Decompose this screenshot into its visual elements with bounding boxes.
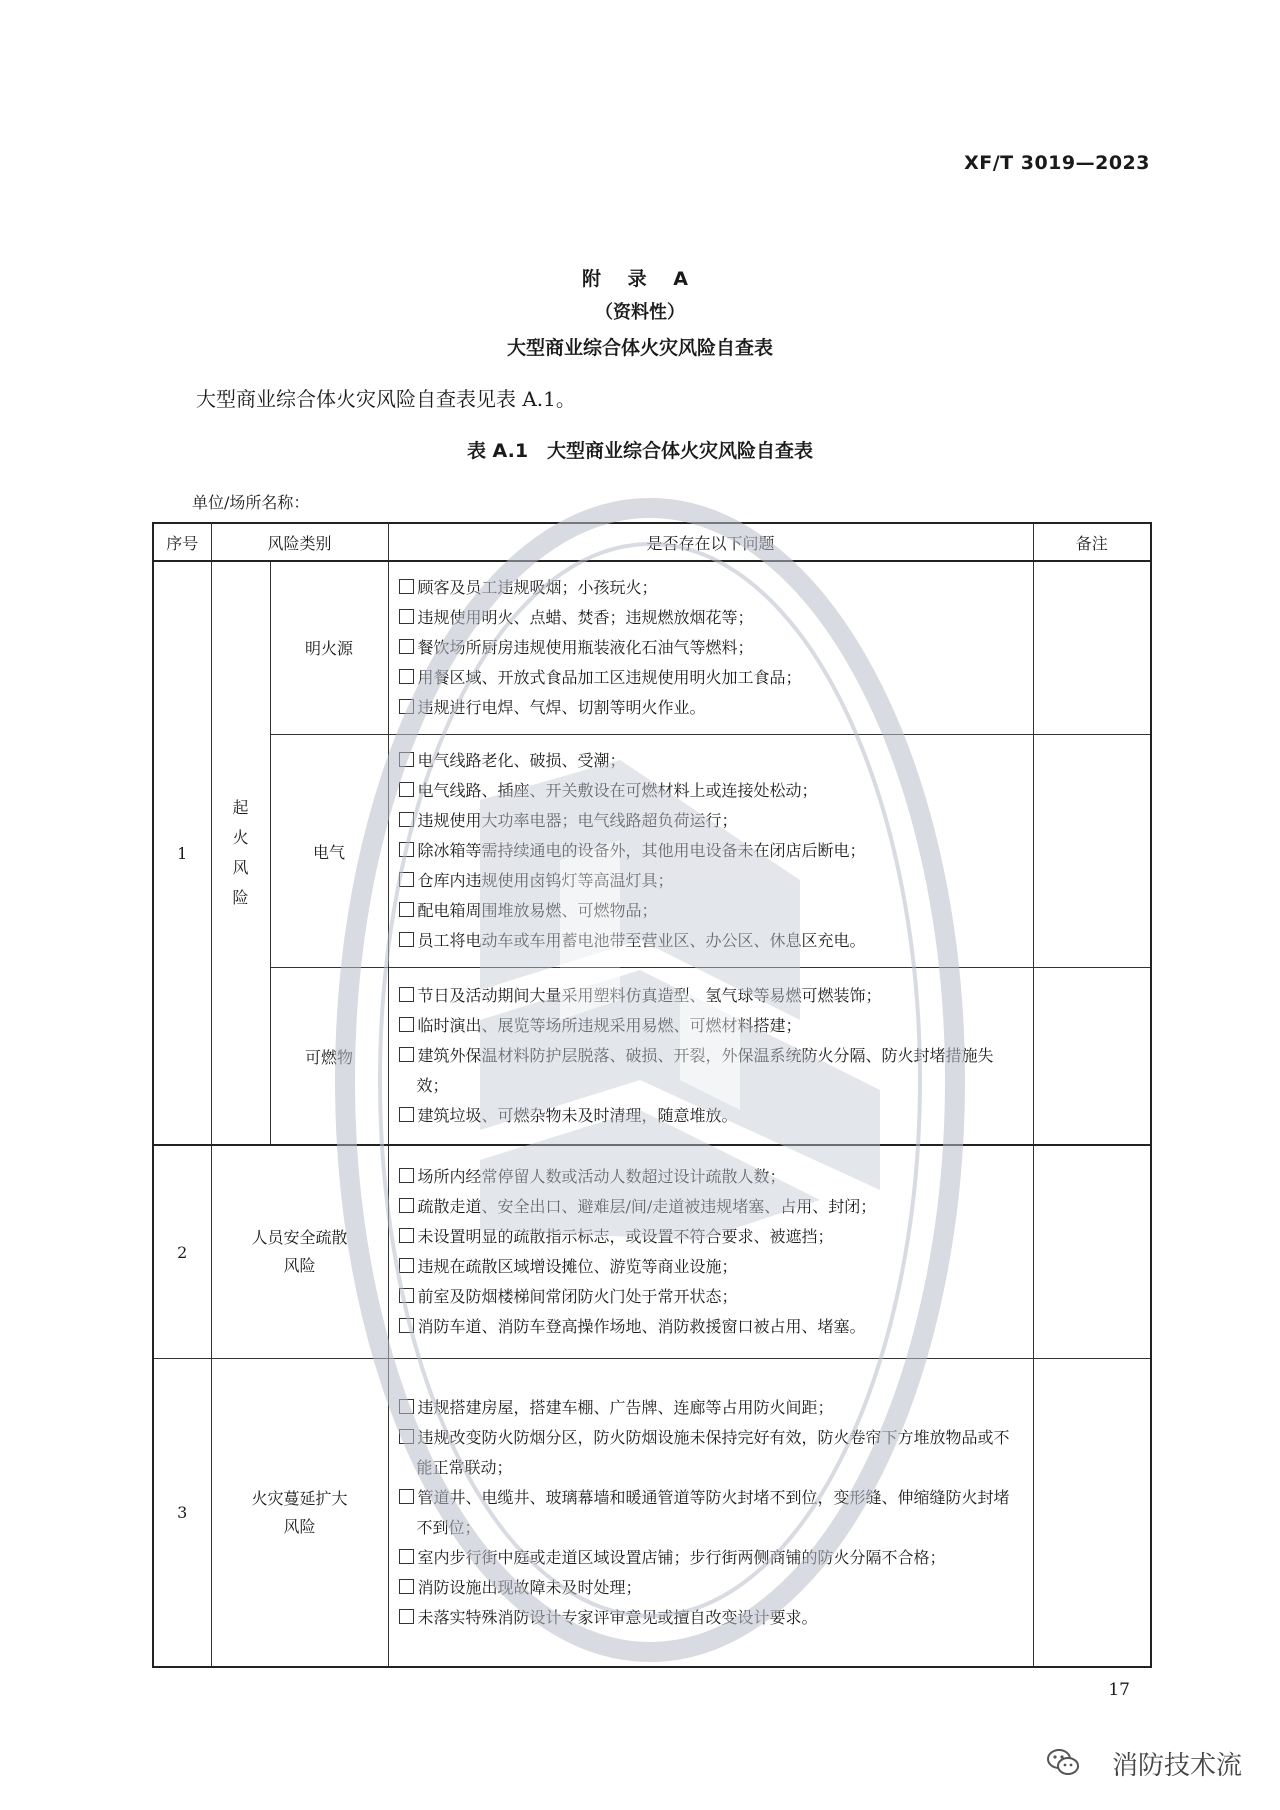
- remark-cell: [1033, 734, 1151, 968]
- checkbox[interactable]: [399, 1017, 414, 1032]
- table-row: [153, 734, 1151, 968]
- checkbox[interactable]: [399, 1288, 414, 1303]
- appendix-note: （资料性）: [595, 302, 685, 323]
- seq-cell: 3: [153, 1359, 211, 1667]
- header-seq: 序号: [153, 523, 211, 561]
- list-item: 未设置明显的疏散指示标志，或设置不符合要求、被遮挡；: [399, 1222, 1021, 1252]
- list-item: 用餐区域、开放式食品加工区违规使用明火加工食品；: [399, 663, 1021, 693]
- remark-cell: [1033, 1145, 1151, 1359]
- checkbox[interactable]: [399, 1047, 414, 1062]
- checklist-combustibles: [388, 968, 1033, 1145]
- appendix-title: 附 录 A: [582, 268, 698, 290]
- header-question: 是否存在以下问题: [388, 523, 1033, 561]
- checkbox[interactable]: [399, 579, 414, 594]
- checkbox[interactable]: [399, 1258, 414, 1273]
- list-item: 违规在疏散区域增设摊位、游览等商业设施；: [399, 1252, 1021, 1282]
- table-row: [153, 561, 1151, 734]
- checkbox[interactable]: [399, 1489, 414, 1504]
- checkbox[interactable]: [399, 1228, 414, 1243]
- checkbox[interactable]: [399, 1579, 414, 1594]
- checkbox[interactable]: [399, 1429, 414, 1444]
- header-remark: 备注: [1033, 523, 1151, 561]
- subcategory-combustibles: 可燃物: [270, 968, 388, 1145]
- risk-checklist-table: [152, 522, 1152, 1668]
- list-item: 除冰箱等需持续通电的设备外，其他用电设备未在闭店后断电；: [399, 836, 1021, 866]
- list-item: 疏散走道、安全出口、避难层/间/走道被违规堵塞、占用、封闭；: [399, 1192, 1021, 1222]
- list-item: 违规改变防火防烟分区，防火防烟设施未保持完好有效，防火卷帘下方堆放物品或不能正常联动；: [399, 1423, 1021, 1483]
- table-caption: 表 A.1 大型商业综合体火灾风险自查表: [466, 440, 814, 462]
- list-item: 临时演出、展览等场所违规采用易燃、可燃材料搭建；: [399, 1011, 1021, 1041]
- checkbox[interactable]: [399, 639, 414, 654]
- checklist-open-flame: [388, 561, 1033, 734]
- subcategory-electrical: 电气: [270, 734, 388, 968]
- list-item: 节日及活动期间大量采用塑料仿真造型、氢气球等易燃可燃装饰；: [399, 981, 1021, 1011]
- checkbox[interactable]: [399, 699, 414, 714]
- appendix-heading: 大型商业综合体火灾风险自查表: [506, 337, 773, 359]
- seq-cell: 1: [153, 561, 211, 1145]
- list-item: 室内步行街中庭或走道区域设置店铺；步行街两侧商铺的防火分隔不合格；: [399, 1543, 1021, 1573]
- unit-label: 单位/场所名称：: [192, 493, 310, 512]
- list-item: 场所内经常停留人数或活动人数超过设计疏散人数；: [399, 1162, 1021, 1192]
- checkbox[interactable]: [399, 1198, 414, 1213]
- remark-cell: [1033, 968, 1151, 1145]
- checkbox[interactable]: [399, 842, 414, 857]
- checkbox[interactable]: [399, 1318, 414, 1333]
- remark-cell: [1033, 1359, 1151, 1667]
- checkbox[interactable]: [399, 669, 414, 684]
- list-item: 违规使用大功率电器；电气线路超负荷运行；: [399, 806, 1021, 836]
- checklist-fire-spread: [388, 1359, 1033, 1667]
- list-item: 建筑垃圾、可燃杂物未及时清理，随意堆放。: [399, 1101, 1021, 1131]
- checkbox[interactable]: [399, 987, 414, 1002]
- table-row: [153, 968, 1151, 1145]
- page-number: 17: [1108, 1680, 1130, 1700]
- list-item: 前室及防烟楼梯间常闭防火门处于常开状态；: [399, 1282, 1021, 1312]
- table-row: [153, 1145, 1151, 1359]
- checkbox[interactable]: [399, 782, 414, 797]
- seq-cell: 2: [153, 1145, 211, 1359]
- checklist-electrical: [388, 734, 1033, 968]
- checkbox[interactable]: [399, 1399, 414, 1414]
- header-category: 风险类别: [211, 523, 388, 561]
- list-item: 电气线路老化、破损、受潮；: [399, 746, 1021, 776]
- list-item: 违规使用明火、点蜡、焚香；违规燃放烟花等；: [399, 603, 1021, 633]
- list-item: 仓库内违规使用卤钨灯等高温灯具；: [399, 866, 1021, 896]
- intro-text: 大型商业综合体火灾风险自查表见表 A.1。: [196, 387, 576, 411]
- list-item: 员工将电动车或车用蓄电池带至营业区、办公区、休息区充电。: [399, 926, 1021, 956]
- list-item: 消防车道、消防车登高操作场地、消防救援窗口被占用、堵塞。: [399, 1312, 1021, 1342]
- list-item: 管道井、电缆井、玻璃幕墙和暖通管道等防火封堵不到位，变形缝、伸缩缝防火封堵不到位；: [399, 1483, 1021, 1543]
- standard-code: XF/T 3019—2023: [964, 152, 1150, 174]
- list-item: 顾客及员工违规吸烟；小孩玩火；: [399, 573, 1021, 603]
- list-item: 消防设施出现故障未及时处理；: [399, 1573, 1021, 1603]
- checkbox[interactable]: [399, 902, 414, 917]
- list-item: 电气线路、插座、开关敷设在可燃材料上或连接处松动；: [399, 776, 1021, 806]
- table-header-row: [153, 523, 1151, 561]
- checklist-evacuation: [388, 1145, 1033, 1359]
- list-item: 餐饮场所厨房违规使用瓶装液化石油气等燃料；: [399, 633, 1021, 663]
- list-item: 配电箱周围堆放易燃、可燃物品；: [399, 896, 1021, 926]
- checkbox[interactable]: [399, 812, 414, 827]
- checkbox[interactable]: [399, 932, 414, 947]
- checkbox[interactable]: [399, 1549, 414, 1564]
- list-item: 未落实特殊消防设计专家评审意见或擅自改变设计要求。: [399, 1603, 1021, 1633]
- checkbox[interactable]: [399, 872, 414, 887]
- wechat-icon: [1046, 1747, 1080, 1781]
- watermark-text: 消防技术流: [1111, 1751, 1242, 1781]
- checkbox[interactable]: [399, 1609, 414, 1624]
- subcategory-open-flame: 明火源: [270, 561, 388, 734]
- category-cell-fire-spread: 火灾蔓延扩大 风险: [211, 1359, 388, 1667]
- list-item: 违规搭建房屋，搭建车棚、广告牌、连廊等占用防火间距；: [399, 1393, 1021, 1423]
- table-row: [153, 1359, 1151, 1667]
- category-cell-ignition: 起 火 风 险: [211, 561, 270, 1145]
- checkbox[interactable]: [399, 752, 414, 767]
- list-item: 违规进行电焊、气焊、切割等明火作业。: [399, 693, 1021, 723]
- checkbox[interactable]: [399, 1107, 414, 1122]
- checkbox[interactable]: [399, 609, 414, 624]
- list-item: 建筑外保温材料防护层脱落、破损、开裂，外保温系统防火分隔、防火封堵措施失效；: [399, 1041, 1021, 1101]
- checkbox[interactable]: [399, 1168, 414, 1183]
- remark-cell: [1033, 561, 1151, 734]
- category-cell-evacuation: 人员安全疏散 风险: [211, 1145, 388, 1359]
